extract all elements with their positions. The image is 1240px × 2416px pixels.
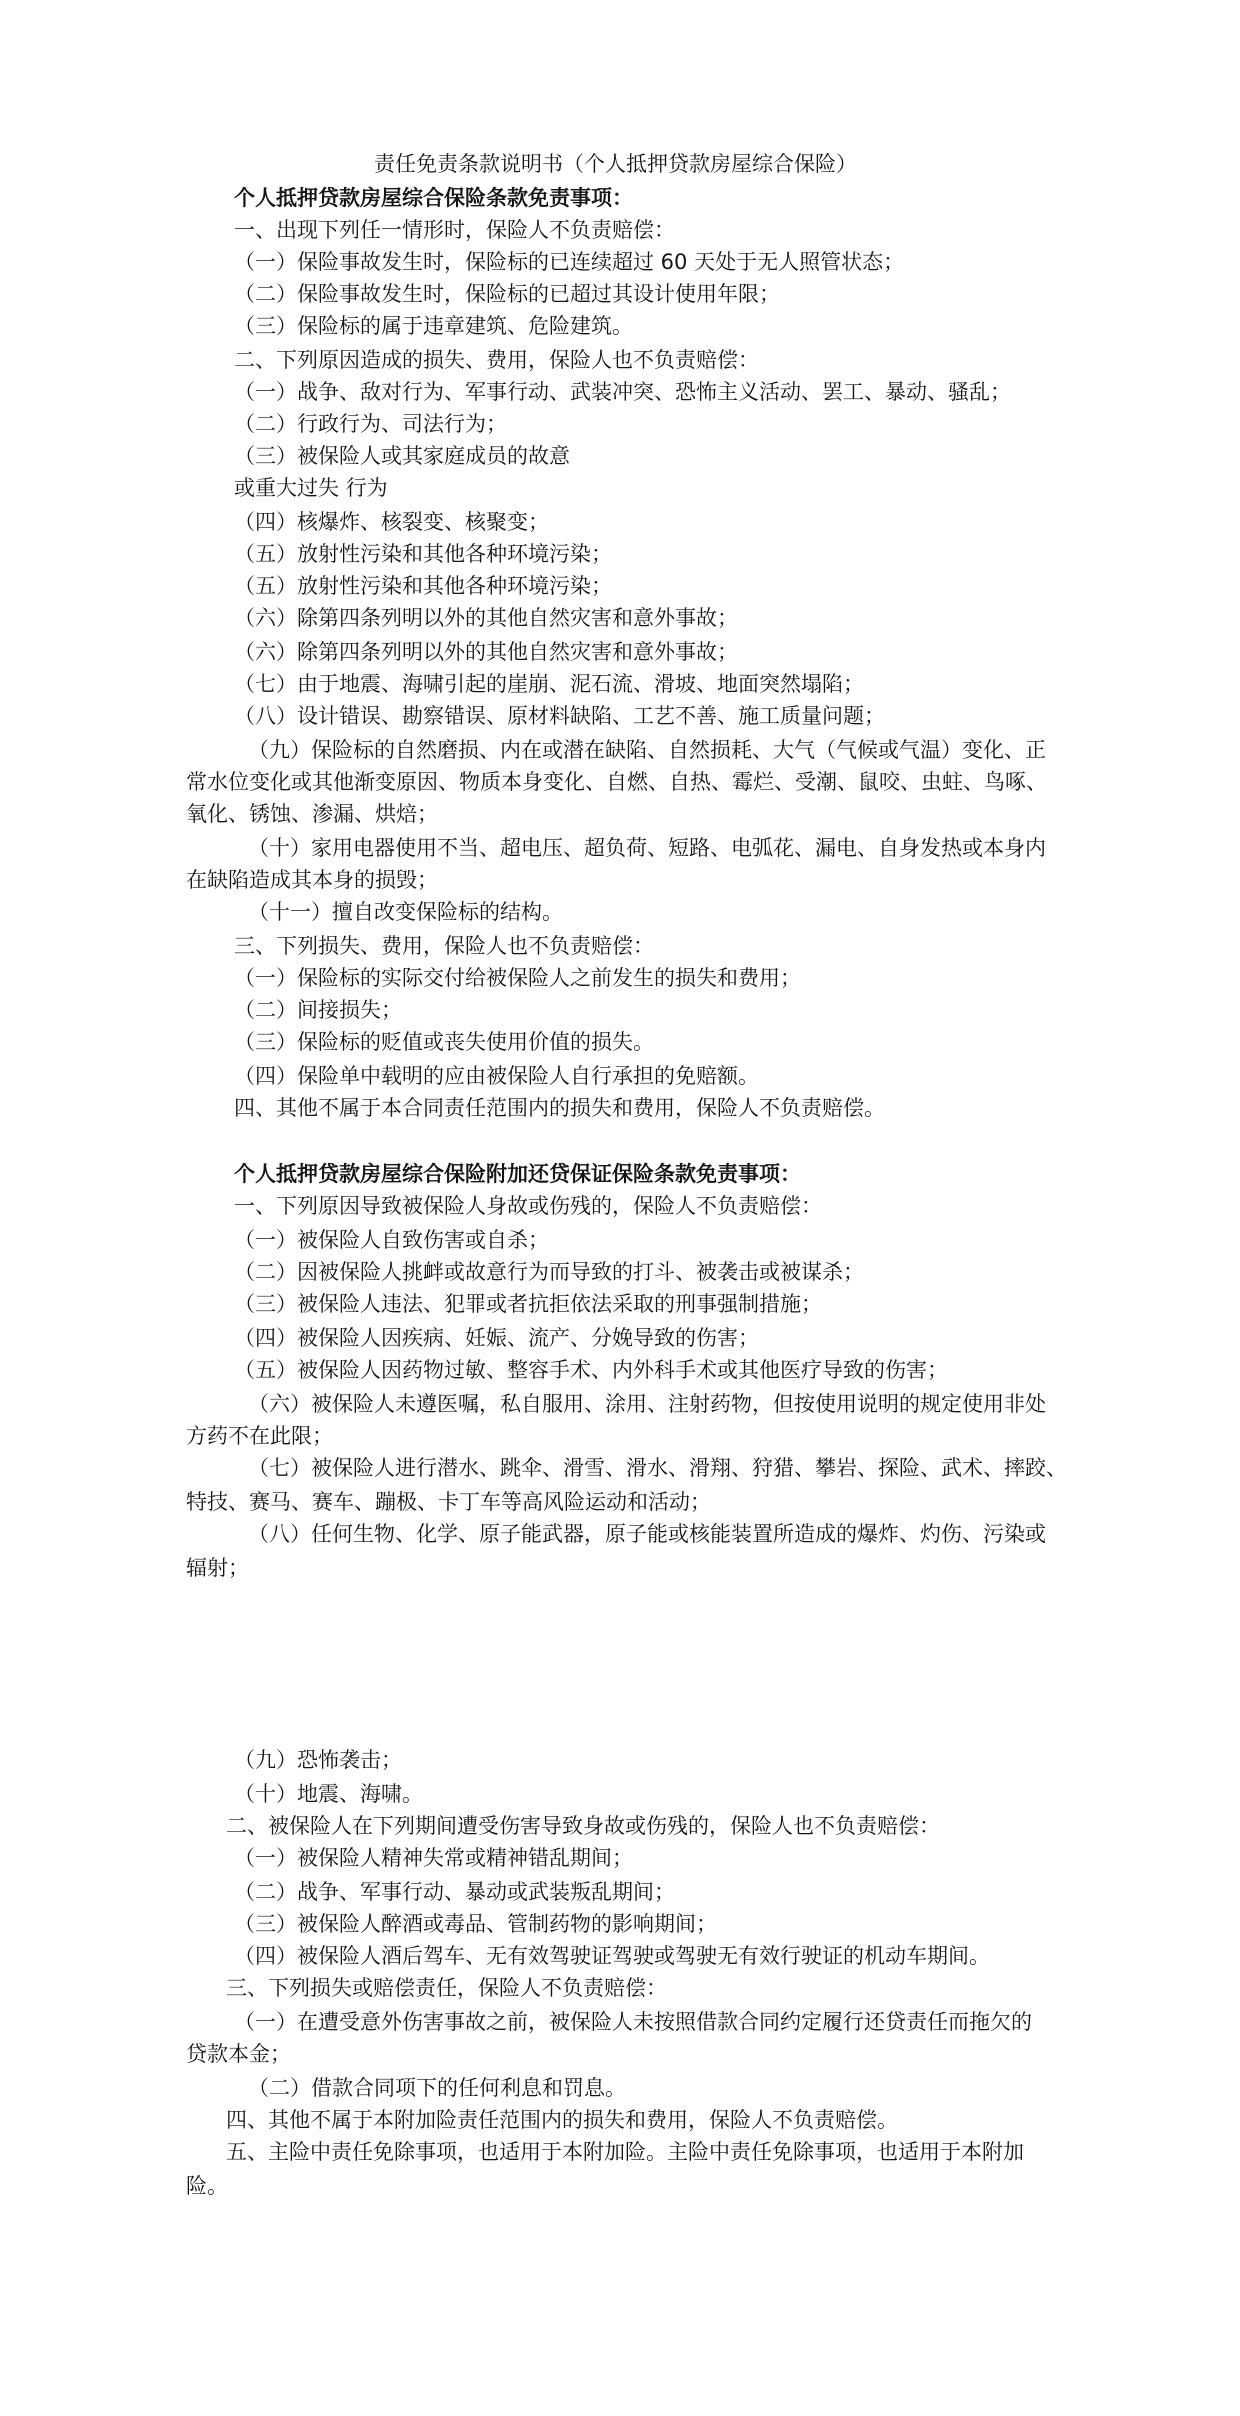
section2-clause-1-item: （一）被保险人自致伤害或自杀； [234,1228,549,1252]
section2-clause-1-item-7: 特技、赛马、赛车、蹦极、卡丁车等高风险运动和活动； [186,1490,711,1514]
section1-clause-2: 二、下列原因造成的损失、费用，保险人也不负责赔偿： [234,348,759,372]
section2-clause-3-item-2: （二）借款合同项下的任何利息和罚息。 [248,2076,626,2100]
section2-clause-1-item: （五）被保险人因药物过敏、整容手术、内外科手术或其他医疗导致的伤害； [234,1358,948,1382]
section1-clause-2-item: （八）设计错误、勘察错误、原材料缺陷、工艺不善、施工质量问题； [234,704,885,728]
section1-clause-2-item-10: 在缺陷造成其本身的损毁； [186,868,438,892]
section1-clause-3-item: （一）保险标的实际交付给被保险人之前发生的损失和费用； [234,966,801,990]
document-title: 责任免责条款说明书（个人抵押贷款房屋综合保险） [374,152,857,176]
section1-clause-2-item-9: 常水位变化或其他渐变原因、物质本身变化、自燃、自热、霉烂、受潮、鼠咬、虫蛀、鸟啄、 [186,770,1047,794]
section1-clause-2-item: 或重大过失 行为 [234,476,388,500]
section1-clause-2-item: （二）行政行为、司法行为； [234,412,507,436]
section1-clause-2-item-10: （十）家用电器使用不当、超电压、超负荷、短路、电弧花、漏电、自身发热或本身内 [248,836,1046,860]
section1-clause-3-item: （二）间接损失； [234,998,402,1022]
section1-clause-2-item-9: 氧化、锈蚀、渗漏、烘焙； [186,802,438,826]
section1-clause-2-item: （一）战争、敌对行为、军事行动、武装冲突、恐怖主义活动、罢工、暴动、骚乱； [234,380,1011,404]
section2-clause-5: 五、主险中责任免除事项，也适用于本附加险。主险中责任免除事项，也适用于本附加 [226,2140,1024,2164]
section1-clause-2-item: （五）放射性污染和其他各种环境污染； [234,542,612,566]
section2-clause-1: 一、下列原因导致被保险人身故或伤残的，保险人不负责赔偿： [234,1194,822,1218]
section1-clause-2-item: （五）放射性污染和其他各种环境污染； [234,574,612,598]
section2-clause-1-item: （九）恐怖袭击； [234,1748,402,1772]
section2-clause-2-item: （四）被保险人酒后驾车、无有效驾驶证驾驶或驾驶无有效行驶证的机动车期间。 [234,1944,990,1968]
section2-clause-4: 四、其他不属于本附加险责任范围内的损失和费用，保险人不负责赔偿。 [226,2108,898,2132]
section2-clause-1-item-8: （八）任何生物、化学、原子能武器，原子能或核能装置所造成的爆炸、灼伤、污染或 [248,1522,1046,1546]
section1-clause-3-item: （四）保险单中载明的应由被保险人自行承担的免赔额。 [234,1064,759,1088]
section2-clause-2: 二、被保险人在下列期间遭受伤害导致身故或伤残的，保险人也不负责赔偿： [226,1814,940,1838]
section1-heading: 个人抵押贷款房屋综合保险条款免责事项： [234,186,633,210]
section2-clause-3-item-1: （一）在遭受意外伤害事故之前，被保险人未按照借款合同约定履行还贷责任而拖欠的 [234,2010,1032,2034]
section1-clause-2-item: （六）除第四条列明以外的其他自然灾害和意外事故； [234,606,738,630]
section2-clause-3: 三、下列损失或赔偿责任，保险人不负责赔偿： [226,1976,667,2000]
section1-clause-3: 三、下列损失、费用，保险人也不负责赔偿： [234,934,654,958]
section1-clause-1-item: （一）保险事故发生时，保险标的已连续超过 60 天处于无人照管状态； [234,250,905,274]
section2-clause-5: 险。 [186,2174,228,2198]
section1-clause-1-item: （三）保险标的属于违章建筑、危险建筑。 [234,314,633,338]
section1-clause-2-item-11: （十一）擅自改变保险标的结构。 [248,900,563,924]
section2-clause-1-item-6: 方药不在此限； [186,1424,333,1448]
section1-clause-2-item: （三）被保险人或其家庭成员的故意 [234,444,570,468]
section1-clause-2-item: （六）除第四条列明以外的其他自然灾害和意外事故； [234,640,738,664]
section2-clause-3-item-1: 贷款本金； [186,2042,291,2066]
section2-clause-1-item: （十）地震、海啸。 [234,1782,423,1806]
section1-clause-2-item: （四）核爆炸、核裂变、核聚变； [234,510,549,534]
section2-clause-1-item: （二）因被保险人挑衅或故意行为而导致的打斗、被袭击或被谋杀； [234,1260,864,1284]
section1-clause-2-item-9: （九）保险标的自然磨损、内在或潜在缺陷、自然损耗、大气（气候或气温）变化、正 [248,738,1046,762]
section1-clause-3-item: （三）保险标的贬值或丧失使用价值的损失。 [234,1030,654,1054]
section2-clause-2-item: （三）被保险人醉酒或毒品、管制药物的影响期间； [234,1912,717,1936]
section1-clause-4: 四、其他不属于本合同责任范围内的损失和费用，保险人不负责赔偿。 [234,1096,885,1120]
section2-clause-1-item-6: （六）被保险人未遵医嘱，私自服用、涂用、注射药物，但按使用说明的规定使用非处 [248,1392,1046,1416]
section1-clause-1: 一、出现下列任一情形时，保险人不负责赔偿： [234,218,675,242]
section2-clause-2-item: （二）战争、军事行动、暴动或武装叛乱期间； [234,1880,675,1904]
section2-clause-1-item: （四）被保险人因疾病、妊娠、流产、分娩导致的伤害； [234,1326,759,1350]
section1-clause-2-item: （七）由于地震、海啸引起的崖崩、泥石流、滑坡、地面突然塌陷； [234,672,864,696]
section2-clause-1-item: （三）被保险人违法、犯罪或者抗拒依法采取的刑事强制措施； [234,1292,822,1316]
section2-clause-1-item-7: （七）被保险人进行潜水、跳伞、滑雪、滑水、滑翔、狩猎、攀岩、探险、武术、摔跤、 [248,1456,1067,1480]
section1-clause-1-item: （二）保险事故发生时，保险标的已超过其设计使用年限； [234,282,780,306]
section2-heading: 个人抵押贷款房屋综合保险附加还贷保证保险条款免责事项： [234,1162,801,1186]
section2-clause-2-item: （一）被保险人精神失常或精神错乱期间； [234,1846,633,1870]
section2-clause-1-item-8: 辐射； [186,1556,249,1580]
